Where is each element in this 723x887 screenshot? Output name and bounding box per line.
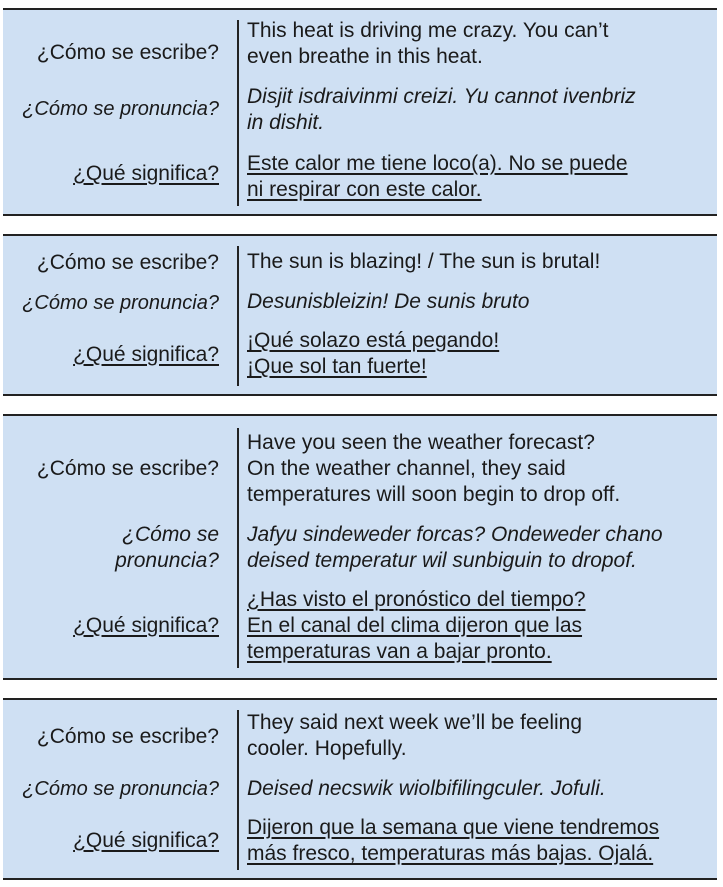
pronunciation-line: deised temperatur wil sunbiguin to dropof. [247,549,637,572]
pronunciation-phrase [247,84,709,136]
english-line: This heat is driving me crazy. You can’t [247,19,609,42]
phrase-card-4 [3,698,717,880]
card-divider [237,710,239,870]
pronunciation-line: Desunisbleizin! De sunis bruto [247,290,530,313]
english-line: Have you seen the weather forecast? [247,431,595,454]
english-line: They said next week we’ll be feeling [247,711,583,734]
label-how-written: ¿Cómo se escribe? [36,725,219,748]
phrase-card-1 [3,8,717,216]
pronunciation-line: Deised necswik wiolbifilingculer. Jofuli. [247,777,606,800]
english-line: On the weather channel, they said [247,457,566,480]
pronunciation-line: Disjit isdraivinmi creizi. Yu cannot ivenbriz [247,85,636,108]
label-what-means: ¿Qué significa? [73,343,219,366]
english-line: temperatures will soon begin to drop off. [247,483,621,506]
spanish-line: En el canal del clima dijeron que las [247,614,583,637]
card-divider [237,428,239,668]
english-phrase [247,710,709,762]
label-how-written: ¿Cómo se escribe? [36,457,219,480]
label-line: ¿Cómo se [122,523,219,546]
label-line: pronuncia? [115,549,219,572]
spanish-line: ¡Qué solazo está pegando! [247,329,500,352]
spanish-line: ni respirar con este calor. [247,178,482,201]
english-line: even breathe in this heat. [247,45,483,68]
spanish-line: temperaturas van a bajar pronto. [247,640,552,663]
pronunciation-phrase [247,522,709,574]
pronunciation-line: Jafyu sindeweder forcas? Ondeweder chano [247,523,663,546]
english-phrase [247,430,709,508]
spanish-line: más fresco, temperaturas más bajas. Ojalá. [247,842,654,865]
spanish-meaning [247,151,709,203]
phrase-card-2 [3,234,717,396]
label-how-pronounced: ¿Cómo se pronuncia? [22,292,219,314]
label-how-pronounced: ¿Cómo se pronuncia? [22,778,219,800]
english-phrase [247,18,709,70]
label-what-means: ¿Qué significa? [73,614,219,637]
label-what-means: ¿Qué significa? [73,162,219,185]
pronunciation-phrase [247,289,709,315]
label-how-written: ¿Cómo se escribe? [36,251,219,274]
spanish-meaning [247,328,709,380]
spanish-line: ¿Has visto el pronóstico del tiempo? [247,588,586,611]
card-divider [237,20,239,206]
spanish-meaning [247,815,709,867]
spanish-line: Este calor me tiene loco(a). No se puede [247,152,628,175]
label-how-pronounced: ¿Cómo se pronuncia? [22,98,219,120]
pronunciation-line: in dishit. [247,111,325,134]
english-line: cooler. Hopefully. [247,737,407,760]
english-phrase [247,249,709,275]
label-how-pronounced [115,522,219,574]
label-how-written: ¿Cómo se escribe? [36,41,219,64]
english-line: The sun is blazing! / The sun is brutal! [247,250,601,273]
spanish-line: Dijeron que la semana que viene tendremos [247,816,660,839]
spanish-meaning [247,587,709,665]
phrase-card-3 [3,414,717,680]
card-divider [237,246,239,386]
pronunciation-phrase [247,776,709,802]
label-what-means: ¿Qué significa? [73,829,219,852]
spanish-line: ¡Que sol tan fuerte! [247,355,427,378]
